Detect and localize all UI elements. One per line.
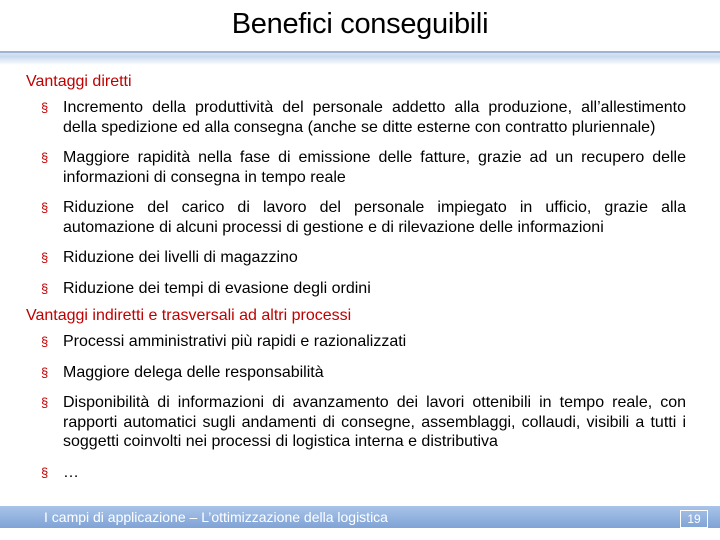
list-item [26, 393, 686, 452]
list-item [26, 463, 686, 483]
title-underline-band [0, 51, 720, 65]
list-item [26, 332, 686, 352]
list-item-text: Incremento della produttività del personale addetto alla produzione, all’allestimento della spedizione ed alla consegna (anche se ditte esterne con contratto pluriennale) [63, 99, 686, 136]
list-item [26, 148, 686, 187]
footer-caption: I campi di applicazione – L’ottimizzazione della logistica [44, 509, 388, 525]
bullet-icon: § [41, 250, 49, 265]
bullet-icon: § [41, 280, 49, 296]
list-item [26, 363, 686, 383]
list-item-text: Disponibilità di informazioni di avanzamento dei lavori ottenibili in tempo reale, con rapporti automatici sugli andamenti di consegne, assemblaggi, collaudi, visibili a tutti i soggetti coinvolti nei processi di logistica interna e distributiva [63, 394, 686, 450]
list-item-text: Maggiore rapidità nella fase di emissione delle fatture, grazie ad un recupero delle informazioni di consegna in tempo reale [63, 149, 686, 186]
list-item [26, 279, 686, 299]
title-divider [0, 51, 720, 53]
list-item-text: Riduzione dei livelli di magazzino [63, 249, 298, 266]
footer-bar [0, 506, 720, 528]
list-item [26, 248, 686, 268]
bullet-icon: § [41, 200, 49, 215]
list-item-text: Maggiore delega delle responsabilità [63, 363, 324, 381]
bullet-icon: § [41, 100, 49, 115]
list-item-text: Riduzione del carico di lavoro del personale impiegato in ufficio, grazie alla automazione di alcuni processi di gestione e di rilevazione delle informazioni [63, 199, 686, 236]
bullet-icon: § [41, 464, 49, 480]
list-item [26, 198, 686, 237]
list-item-text: … [63, 463, 79, 481]
section-heading-indirect: Vantaggi indiretti e trasversali ad altri processi [26, 307, 352, 324]
section-heading-direct: Vantaggi diretti [26, 73, 132, 90]
bullet-icon: § [41, 150, 49, 165]
bullet-icon: § [41, 334, 49, 349]
bullet-icon: § [41, 395, 49, 410]
list-item-text: Processi amministrativi più rapidi e razionalizzati [63, 333, 407, 350]
bullet-list-indirect [26, 332, 686, 482]
slide-title: Benefici conseguibili [231, 8, 489, 40]
page-number: 19 [680, 510, 708, 528]
list-item-text: Riduzione dei tempi di evasione degli ordini [63, 279, 371, 297]
bullet-list-direct [26, 98, 686, 298]
bullet-icon: § [41, 364, 49, 380]
slide-body [26, 72, 686, 493]
list-item [26, 98, 686, 137]
